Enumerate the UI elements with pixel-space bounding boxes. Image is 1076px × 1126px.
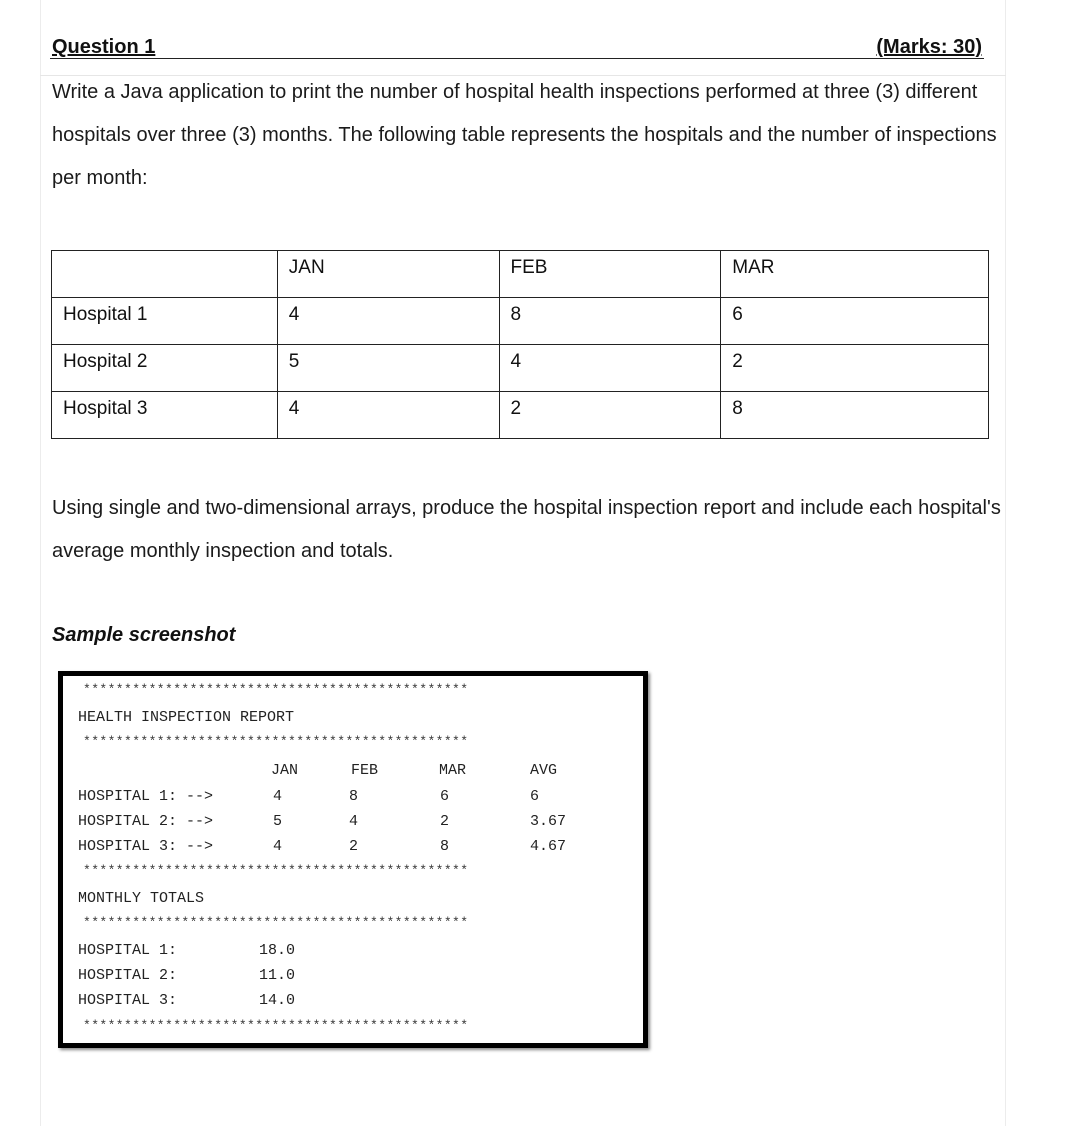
- report-cell: 6: [530, 788, 540, 805]
- report-cell: 4: [349, 813, 359, 830]
- stars-line: ***********************************************: [83, 734, 469, 749]
- question-paragraph-2: Using single and two-dimensional arrays, produce the hospital inspection report and include each hospital's average monthly inspection and totals.: [52, 497, 1001, 562]
- stars-line: ***********************************************: [83, 863, 469, 878]
- question-paragraph-1: Write a Java application to print the number of hospital health inspections performed at three (3) different hospitals over three (3) months. The following table represents the hospitals and the number of inspections per month:: [52, 81, 997, 189]
- console-output: [58, 671, 648, 1048]
- table-header-cell: FEB: [499, 251, 721, 298]
- table-cell: 4: [499, 345, 721, 392]
- report-row-label: HOSPITAL 3: -->: [78, 838, 214, 855]
- table-cell: 2: [499, 392, 721, 439]
- table-cell: Hospital 1: [52, 298, 278, 345]
- totals-label: HOSPITAL 2:: [78, 967, 178, 984]
- report-cell: 8: [440, 838, 450, 855]
- table-cell: 4: [277, 298, 499, 345]
- report-cell: 6: [440, 788, 450, 805]
- table-header-cell: [52, 251, 278, 298]
- question-marks: (Marks: 30): [876, 36, 982, 58]
- table-cell: 6: [721, 298, 989, 345]
- totals-value: 18.0: [259, 942, 296, 959]
- report-cell: 4.67: [530, 838, 567, 855]
- report-cell: 2: [349, 838, 359, 855]
- report-title: HEALTH INSPECTION REPORT: [78, 709, 295, 726]
- report-cell: 4: [273, 788, 283, 805]
- report-row-label: HOSPITAL 2: -->: [78, 813, 214, 830]
- table-cell: 8: [499, 298, 721, 345]
- stars-line: ***********************************************: [83, 915, 469, 930]
- report-row-label: HOSPITAL 1: -->: [78, 788, 214, 805]
- col-header-feb: FEB: [351, 762, 379, 779]
- report-cell: 3.67: [530, 813, 567, 830]
- report-cell: 8: [349, 788, 359, 805]
- col-header-mar: MAR: [439, 762, 467, 779]
- totals-value: 11.0: [259, 967, 296, 984]
- inspection-table: [51, 250, 989, 439]
- table-cell: 4: [277, 392, 499, 439]
- table-cell: 8: [721, 392, 989, 439]
- col-header-jan: JAN: [271, 762, 299, 779]
- sample-screenshot-label: Sample screenshot: [52, 624, 236, 646]
- table-header-row: [52, 251, 989, 298]
- stars-line: ***********************************************: [83, 682, 469, 697]
- totals-label: HOSPITAL 1:: [78, 942, 178, 959]
- table-row: [52, 392, 989, 439]
- totals-title: MONTHLY TOTALS: [78, 890, 205, 907]
- table-cell: Hospital 2: [52, 345, 278, 392]
- stars-line: ***********************************************: [83, 1018, 469, 1033]
- question-header: [50, 34, 984, 59]
- question-title: Question 1: [52, 36, 156, 58]
- report-cell: 5: [273, 813, 283, 830]
- col-header-avg: AVG: [530, 762, 558, 779]
- report-cell: 4: [273, 838, 283, 855]
- table-row: [52, 298, 989, 345]
- table-cell: Hospital 3: [52, 392, 278, 439]
- table-header-cell: MAR: [721, 251, 989, 298]
- report-cell: 2: [440, 813, 450, 830]
- table-header-cell: JAN: [277, 251, 499, 298]
- totals-label: HOSPITAL 3:: [78, 992, 178, 1009]
- table-cell: 2: [721, 345, 989, 392]
- totals-value: 14.0: [259, 992, 296, 1009]
- table-row: [52, 345, 989, 392]
- table-cell: 5: [277, 345, 499, 392]
